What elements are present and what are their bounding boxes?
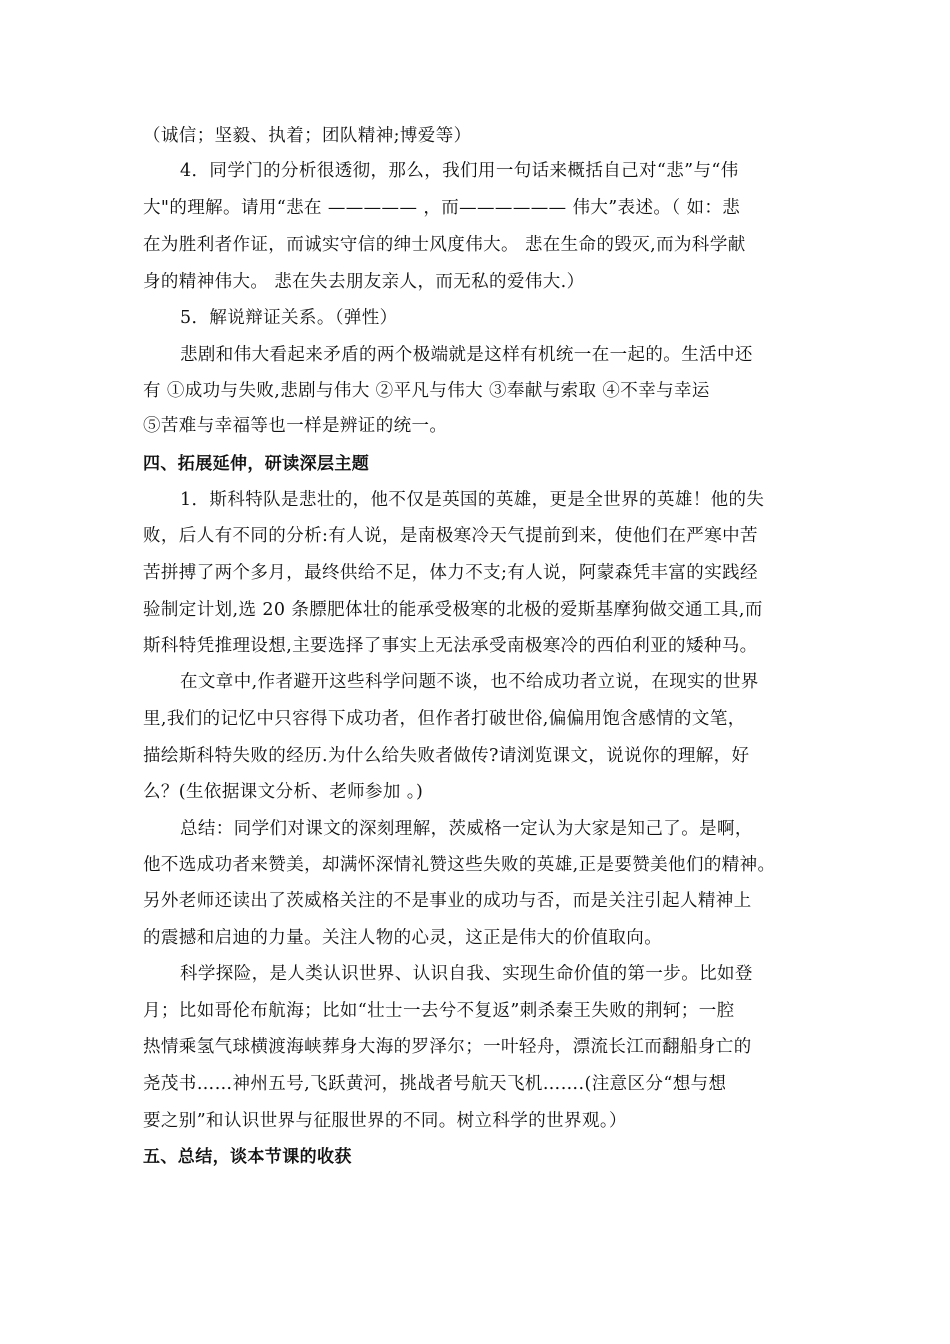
text-line: 他不选成功者来赞美，却满怀深情礼赞这些失败的英雄,正是要赞美他们的精神。: [143, 855, 776, 875]
text-line: （诚信；坚毅、执着；团队精神;博爱等）: [143, 126, 472, 146]
text-line: 4．同学门的分析很透彻，那么，我们用一句话来概括自己对“悲”与“伟: [180, 161, 739, 181]
section-heading: 四、拓展延伸，研读深层主题: [143, 454, 370, 474]
text-line: 苦拼搏了两个多月，最终供给不足，体力不支;有人说，阿蒙森凭丰富的实践经: [143, 563, 758, 583]
text-line: 总结：同学们对课文的深刻理解，茨威格一定认为大家是知己了。是啊，: [180, 819, 753, 839]
text-line: 5．解说辩证关系。（弹性）: [180, 308, 398, 328]
text-line: 另外老师还读出了茨威格关注的不是事业的成功与否，而是关注引起人精神上: [143, 891, 752, 911]
text-line: 大"的理解。请用“悲在 ————— ，而—————— 伟大”表述。（ 如：悲: [143, 198, 741, 218]
text-line: 悲剧和伟大看起来矛盾的两个极端就是这样有机统一在一起的。生活中还: [180, 345, 753, 365]
text-line: 月；比如哥伦布航海；比如“壮士一去兮不复返”刺杀秦王失败的荆轲；一腔: [143, 1001, 735, 1021]
section-heading: 五、总结，谈本节课的收获: [143, 1147, 352, 1167]
text-line: 热情乘氢气球横渡海峡葬身大海的罗泽尔；一叶轻舟，漂流长江而翻船身亡的: [143, 1037, 752, 1057]
text-line: 身的精神伟大。 悲在失去朋友亲人，而无私的爱伟大.）: [143, 272, 585, 292]
text-line: 败，后人有不同的分析:有人说，是南极寒冷天气提前到来，使他们在严寒中苦: [143, 526, 758, 546]
text-line: 的震撼和启迪的力量。关注人物的心灵，这正是伟大的价值取向。: [143, 928, 663, 948]
text-line: 验制定计划,选 20 条膘肥体壮的能承受极寒的北极的爱斯基摩狗做交通工具,而: [143, 600, 763, 620]
text-line: 要之别”和认识世界与征服世界的不同。树立科学的世界观。）: [143, 1111, 627, 1131]
text-line: 么？(生依据课文分析、老师参加 。): [143, 782, 424, 802]
text-line: ⑤苦难与幸福等也一样是辨证的统一。: [143, 416, 448, 436]
text-line: 斯科特凭推理设想,主要选择了事实上无法承受南极寒冷的西伯利亚的矮种马。: [143, 636, 758, 656]
text-line: 里,我们的记忆中只容得下成功者，但作者打破世俗,偏偏用饱含感情的文笔，: [143, 709, 746, 729]
text-line: 有 ①成功与失败,悲剧与伟大 ②平凡与伟大 ③奉献与索取 ④不幸与幸运: [143, 381, 710, 401]
text-line: 在为胜利者作证，而诚实守信的绅士风度伟大。 悲在生命的毁灭,而为科学献: [143, 235, 746, 255]
text-line: 描绘斯科特失败的经历.为什么给失败者做传?请浏览课文，说说你的理解，好: [143, 746, 750, 766]
text-line: 科学探险，是人类认识世界、认识自我、实现生命价值的第一步。比如登: [180, 964, 753, 984]
text-line: 1．斯科特队是悲壮的，他不仅是英国的英雄，更是全世界的英雄！他的失: [180, 490, 765, 510]
text-line: 尧茂书……神州五号,飞跃黄河，挑战者号航天飞机…….(注意区分“想与想: [143, 1074, 727, 1094]
text-line: 在文章中,作者避开这些科学问题不谈，也不给成功者立说，在现实的世界: [180, 672, 759, 692]
